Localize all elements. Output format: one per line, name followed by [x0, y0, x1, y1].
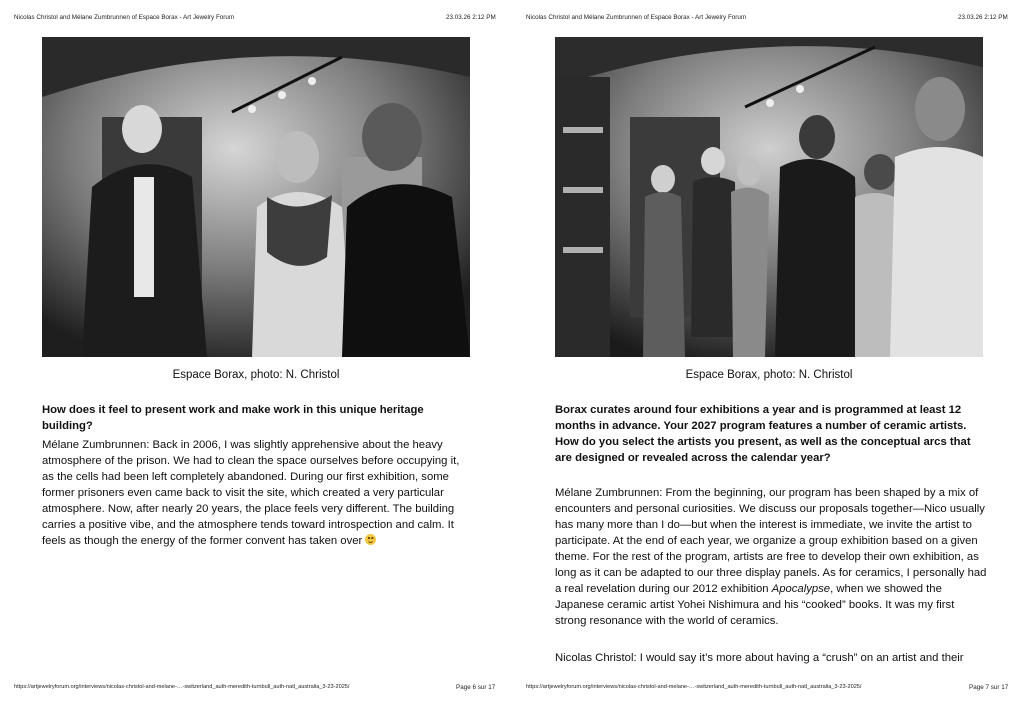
photo-caption: Espace Borax, photo: N. Christol	[685, 369, 853, 381]
photo-artwork	[555, 37, 983, 357]
interview-answer	[42, 437, 474, 549]
photo-caption: Espace Borax, photo: N. Christol	[172, 369, 340, 381]
interview-answer-continued	[555, 650, 987, 666]
page-header-title: Nicolas Christol and Mélane Zumbrunnen of Espace Borax - Art Jewelry Forum	[14, 14, 235, 21]
page-number: Page 6 sur 17	[456, 684, 496, 691]
interview-answer	[555, 485, 987, 629]
page-header-date: 23.03.26 2:12 PM	[958, 14, 1008, 21]
answer-text: Nicolas Christol: I would say it’s more about having a “crush” on an artist and their	[555, 652, 964, 664]
page-header-title: Nicolas Christol and Mélane Zumbrunnen of Espace Borax - Art Jewelry Forum	[526, 14, 747, 21]
answer-text-part1: Mélane Zumbrunnen: From the beginning, our program has been shaped by a mix of encounters and personal curiosities. We discuss our proposals together—Nico usually has many more than I do—but when the interest is immediate, we invite the artist to participate. At the end of each year, we organize a group exhibition based on a given theme. For the rest of the program, artists are free to develop their own exhibition, as long as it can be adapted to our three display panels. As for ceramics, I personally had a real revelation during our 2012 exhibition	[555, 487, 987, 595]
gallery-photo	[555, 37, 983, 357]
answer-text: Mélane Zumbrunnen: Back in 2006, I was slightly apprehensive about the heavy atmosphere of the prison. We had to clean the space ourselves before occupying it, as the cells had been left completely abandoned. During our first exhibition, some former prisoners even came back to visit the site, which created a very particular atmosphere. Now, after nearly 20 years, the place feels very different. The building carries a positive vibe, and the atmosphere tends toward introspection and calm. It feels as though the energy of the former convent has taken over	[42, 439, 460, 547]
interview-question: Borax curates around four exhibitions a year and is programmed at least 12 months in advance. Your 2027 program features a number of ceramic artists. How do you select the artists you present, as well as the conceptual arcs that are designed or revealed across the calendar year?	[555, 404, 971, 464]
page-number: Page 7 sur 17	[969, 684, 1009, 691]
answer-text-part2: , when we showed the Japanese ceramic artist Yohei Nishimura and his “cooked” books. It was my first strong resonance with the world of ceramics.	[555, 583, 955, 627]
exhibition-title: Apocalypse	[771, 583, 831, 595]
pdf-page-7	[512, 0, 1024, 726]
interview-photo	[42, 37, 470, 357]
slightly-smiling-face-icon	[365, 534, 376, 545]
page-header-date: 23.03.26 2:12 PM	[446, 14, 496, 21]
page-footer-url[interactable]: https://artjewelryforum.org/interviews/nicolas-christol-and-melane-…-switzerland_auth-meredith-turnbull_auth-natl_australia_3-23-2025/	[14, 684, 350, 690]
interview-question: How does it feel to present work and make work in this unique heritage building?	[42, 404, 424, 432]
photo-artwork	[42, 37, 470, 357]
page-footer-url[interactable]: https://artjewelryforum.org/interviews/nicolas-christol-and-melane-…-switzerland_auth-meredith-turnbull_auth-natl_australia_3-23-2025/	[526, 684, 862, 690]
